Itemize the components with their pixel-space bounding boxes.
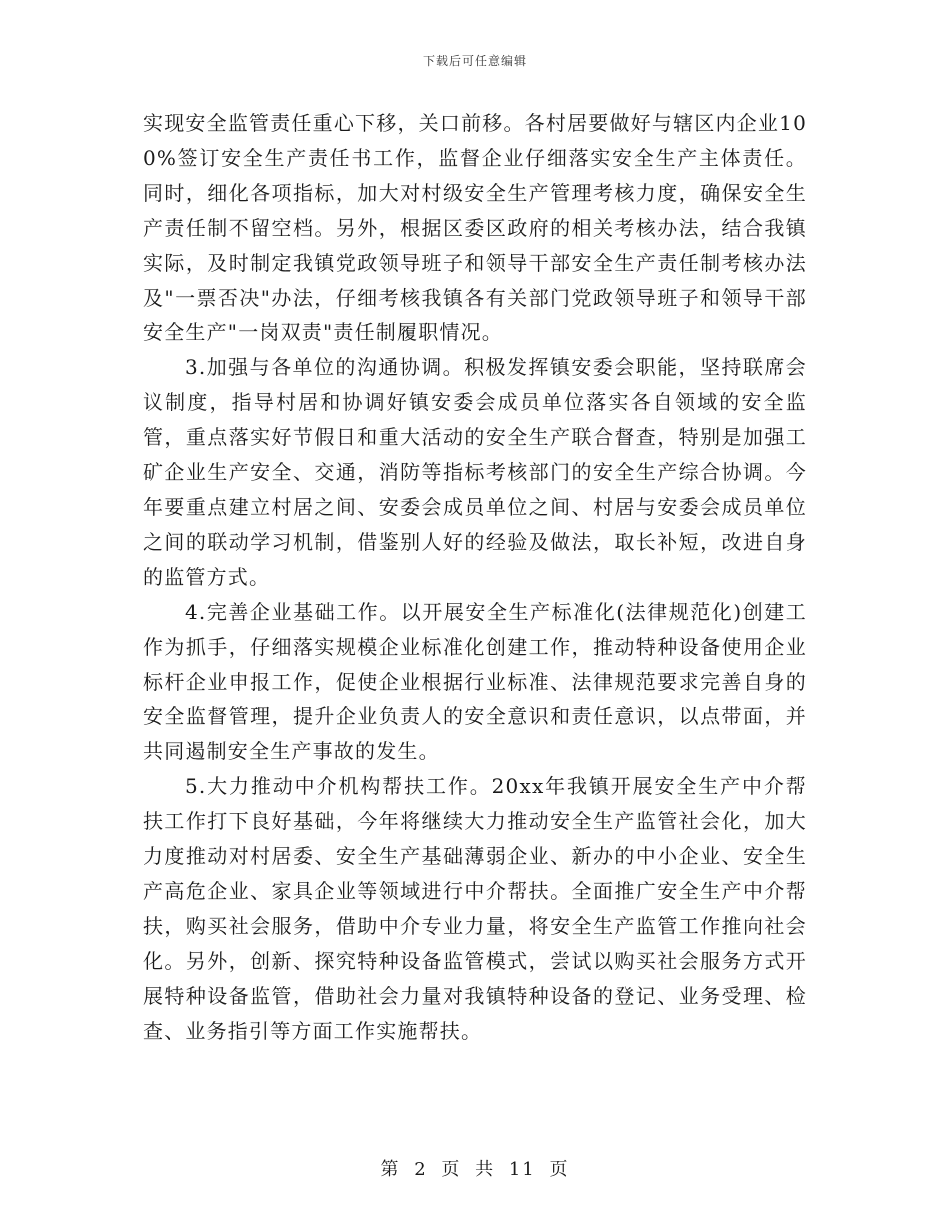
page-number-footer: 第 2 页 共 11 页 (380, 1159, 570, 1180)
paragraph-item-5: 5.大力推动中介机构帮扶工作。20xx年我镇开展安全生产中介帮扶工作打下良好基础，今年将继续大力推动安全生产监管社会化，加大力度推动对村居委、安全生产基础薄弱企业、新办的中小企业、安全生产高危企业、家具企业等领域进行中介帮扶。全面推广安全生产中介帮扶，购买社会服务，借助中介专业力量，将安全生产监管工作推向社会化。另外，创新、探究特种设备监管模式，尝试以购买社会服务方式开展特种设备监管，借助社会力量对我镇特种设备的登记、业务受理、检查、业务指引等方面工作实施帮扶。 (143, 774, 807, 1043)
document-body (143, 106, 807, 1048)
paragraph-item-4: 4.完善企业基础工作。以开展安全生产标准化(法律规范化)创建工作为抓手，仔细落实规模企业标准化创建工作，推动特种设备使用企业标杆企业申报工作，促使企业根据行业标准、法律规范要求完善自身的安全监督管理，提升企业负责人的安全意识和责任意识，以点带面，并共同遏制安全生产事故的发生。 (143, 599, 807, 764)
paragraph-continuation: 实现安全监管责任重心下移，关口前移。各村居要做好与辖区内企业100%签订安全生产责任书工作，监督企业仔细落实安全生产主体责任。同时，细化各项指标，加大对村级安全生产管理考核力度，确保安全生产责任制不留空档。另外，根据区委区政府的相关考核办法，结合我镇实际，及时制定我镇党政领导班子和领导干部安全生产责任制考核办法及"一票否决"办法，仔细考核我镇各有关部门党政领导班子和领导干部安全生产"一岗双责"责任制履职情况。 (143, 111, 807, 345)
page-header: 下载后可任意编辑 (422, 54, 527, 68)
paragraph-item-3: 3.加强与各单位的沟通协调。积极发挥镇安委会职能，坚持联席会议制度，指导村居和协调好镇安委会成员单位落实各自领域的安全监管，重点落实好节假日和重大活动的安全生产联合督查，特别是加强工矿企业生产安全、交通，消防等指标考核部门的安全生产综合协调。今年要重点建立村居之间、安委会成员单位之间、村居与安委会成员单位之间的联动学习机制，借鉴别人好的经验及做法，取长补短，改进自身的监管方式。 (143, 355, 807, 589)
